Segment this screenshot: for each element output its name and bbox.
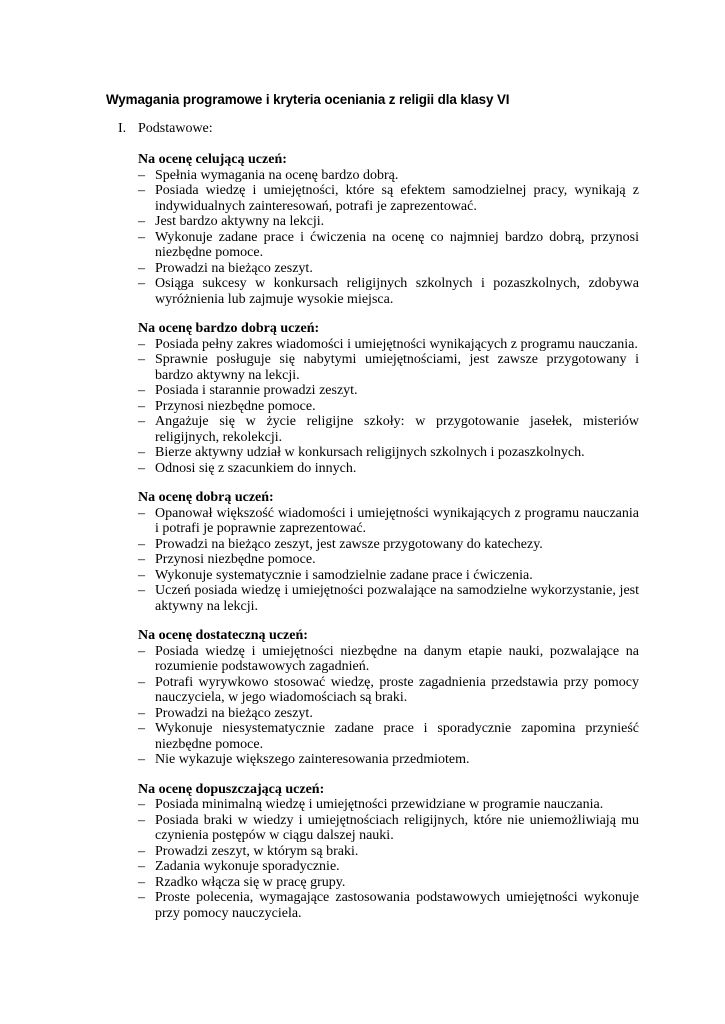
section-number: I. [118, 121, 127, 136]
list-item [138, 414, 639, 445]
criteria-list [138, 168, 639, 308]
grade-heading: Na ocenę dostateczną uczeń: [138, 628, 308, 643]
dash-bullet: – [138, 505, 145, 521]
list-item [138, 752, 639, 768]
criterion-text: Wykonuje zadane prace i ćwiczenia na ocenę co najmniej bardzo dobrą, przynosi niezbędne pomoce. [155, 229, 639, 260]
dash-bullet: – [138, 276, 145, 291]
dash-bullet: – [138, 674, 145, 690]
criterion-text: Jest bardzo aktywny na lekcji. [155, 214, 325, 229]
criteria-list [138, 506, 639, 615]
list-item [138, 706, 639, 722]
list-item [138, 445, 639, 461]
criterion-text: Nie wykazuje większego zainteresowania przedmiotem. [155, 752, 470, 767]
grade-block-celujaca [138, 152, 639, 307]
list-item [138, 276, 639, 307]
criterion-text: Osiąga sukcesy w konkursach religijnych szkolnych i pozaszkolnych, zdobywa wyróżnienia lub zajmuje wysokie miejsca. [155, 276, 639, 307]
criterion-text: Spełnia wymagania na ocenę bardzo dobrą. [155, 167, 399, 183]
criterion-text: Sprawnie posługuje się nabytymi umiejętnościami, jest zawsze przygotowany i bardzo aktywny na lekcji. [155, 352, 639, 383]
grade-heading: Na ocenę bardzo dobrą uczeń: [138, 321, 320, 336]
dash-bullet: – [138, 812, 145, 828]
grade-block-dobra [138, 490, 639, 614]
list-item [138, 797, 639, 813]
list-item [138, 890, 639, 921]
grade-block-dostateczna [138, 628, 639, 768]
list-item [138, 721, 639, 752]
criterion-text: Prowadzi na bieżąco zeszyt. [155, 705, 313, 721]
list-item [138, 214, 639, 230]
criterion-text: Wykonuje systematycznie i samodzielnie zadane prace i ćwiczenia. [155, 567, 533, 583]
dash-bullet: – [138, 260, 145, 276]
dash-bullet: – [138, 874, 145, 890]
criterion-text: Przynosi niezbędne pomoce. [155, 398, 316, 414]
criterion-text: Posiada wiedzę i umiejętności, które są efektem samodzielnej pracy, wynikają z indywidualnych zainteresowań, potrafi je zaprezentować. [155, 183, 639, 214]
dash-bullet: – [138, 445, 145, 460]
list-item [138, 568, 639, 584]
grade-heading: Na ocenę celującą uczeń: [138, 152, 287, 167]
dash-bullet: – [138, 752, 145, 767]
dash-bullet: – [138, 167, 145, 183]
dash-bullet: – [138, 383, 145, 398]
criterion-text: Proste polecenia, wymagające zastosowania podstawowych umiejętności wykonuje przy pomocy nauczyciela. [155, 890, 639, 921]
list-item [138, 230, 639, 261]
dash-bullet: – [138, 336, 145, 352]
dash-bullet: – [138, 460, 145, 476]
criterion-text: Prowadzi zeszyt, w którym są braki. [155, 843, 359, 859]
dash-bullet: – [138, 890, 145, 905]
criterion-text: Prowadzi na bieżąco zeszyt. [155, 260, 313, 276]
list-item [138, 552, 639, 568]
criterion-text: Posiada pełny zakres wiadomości i umiejętności wynikających z programu nauczania. [155, 336, 638, 352]
dash-bullet: – [138, 536, 145, 552]
criterion-text: Opanował większość wiadomości i umiejętności wynikających z programu nauczania i potrafi je poprawnie zaprezentować. [155, 505, 639, 536]
criterion-text: Posiada i starannie prowadzi zeszyt. [155, 383, 358, 398]
dash-bullet: – [138, 214, 145, 229]
dash-bullet: – [138, 583, 145, 598]
dash-bullet: – [138, 643, 145, 659]
list-item [138, 844, 639, 860]
list-item [138, 644, 639, 675]
grades-content [138, 152, 639, 935]
criterion-text: Bierze aktywny udział w konkursach religijnych szkolnych i pozaszkolnych. [155, 445, 585, 460]
list-item [138, 813, 639, 844]
criteria-list [138, 797, 639, 921]
list-item [138, 583, 639, 614]
grade-heading: Na ocenę dopuszczającą uczeń: [138, 781, 325, 797]
criterion-text: Wykonuje niesystematycznie zadane prace i sporadycznie zapomina przynieść niezbędne pomoce. [155, 721, 639, 752]
list-item [138, 506, 639, 537]
criterion-text: Posiada wiedzę i umiejętności niezbędne na danym etapie nauki, pozwalające na rozumienie podstawowych zagadnień. [155, 643, 639, 674]
list-item [138, 261, 639, 277]
grade-block-dopuszczajaca [138, 782, 639, 922]
dash-bullet: – [138, 398, 145, 414]
criteria-list [138, 644, 639, 768]
list-item [138, 168, 639, 184]
dash-bullet: – [138, 229, 145, 245]
dash-bullet: – [138, 705, 145, 721]
criterion-text: Uczeń posiada wiedzę i umiejętności pozwalające na samodzielne wykorzystanie, jest aktywny na lekcji. [155, 583, 639, 614]
list-item [138, 337, 639, 353]
list-item [138, 859, 639, 875]
dash-bullet: – [138, 843, 145, 859]
section-heading [118, 121, 213, 137]
dash-bullet: – [138, 721, 145, 736]
dash-bullet: – [138, 552, 145, 567]
criterion-text: Potrafi wyrywkowo stosować wiedzę, proste zagadnienia przedstawia przy pomocy nauczyciela, w jego wiadomościach są braki. [155, 674, 639, 705]
criterion-text: Zadania wykonuje sporadycznie. [155, 859, 340, 874]
criterion-text: Rzadko włącza się w pracę grupy. [155, 874, 346, 890]
criterion-text: Prowadzi na bieżąco zeszyt, jest zawsze przygotowany do katechezy. [155, 536, 543, 552]
list-item [138, 675, 639, 706]
criteria-list [138, 337, 639, 477]
list-item [138, 461, 639, 477]
criterion-text: Posiada braki w wiedzy i umiejętnościach religijnych, które nie uniemożliwiają mu czynienia postępów w ciągu dalszej nauki. [155, 812, 639, 843]
dash-bullet: – [138, 567, 145, 583]
list-item [138, 183, 639, 214]
list-item [138, 383, 639, 399]
document-title: Wymagania programowe i kryteria oceniania z religii dla klasy VI [106, 92, 510, 107]
section-label: Podstawowe: [138, 121, 213, 136]
dash-bullet: – [138, 414, 145, 429]
criterion-text: Przynosi niezbędne pomoce. [155, 552, 316, 567]
list-item [138, 875, 639, 891]
list-item [138, 399, 639, 415]
dash-bullet: – [138, 859, 145, 874]
dash-bullet: – [138, 183, 145, 198]
grade-heading: Na ocenę dobrą uczeń: [138, 490, 274, 505]
list-item [138, 352, 639, 383]
criterion-text: Posiada minimalną wiedzę i umiejętności przewidziane w programie nauczania. [155, 797, 604, 812]
dash-bullet: – [138, 352, 145, 367]
dash-bullet: – [138, 797, 145, 812]
grade-block-bardzo-dobra [138, 321, 639, 476]
criterion-text: Odnosi się z szacunkiem do innych. [155, 460, 357, 476]
criterion-text: Angażuje się w życie religijne szkoły: w przygotowanie jasełek, misteriów religijnych, rekolekcji. [155, 414, 639, 445]
list-item [138, 537, 639, 553]
